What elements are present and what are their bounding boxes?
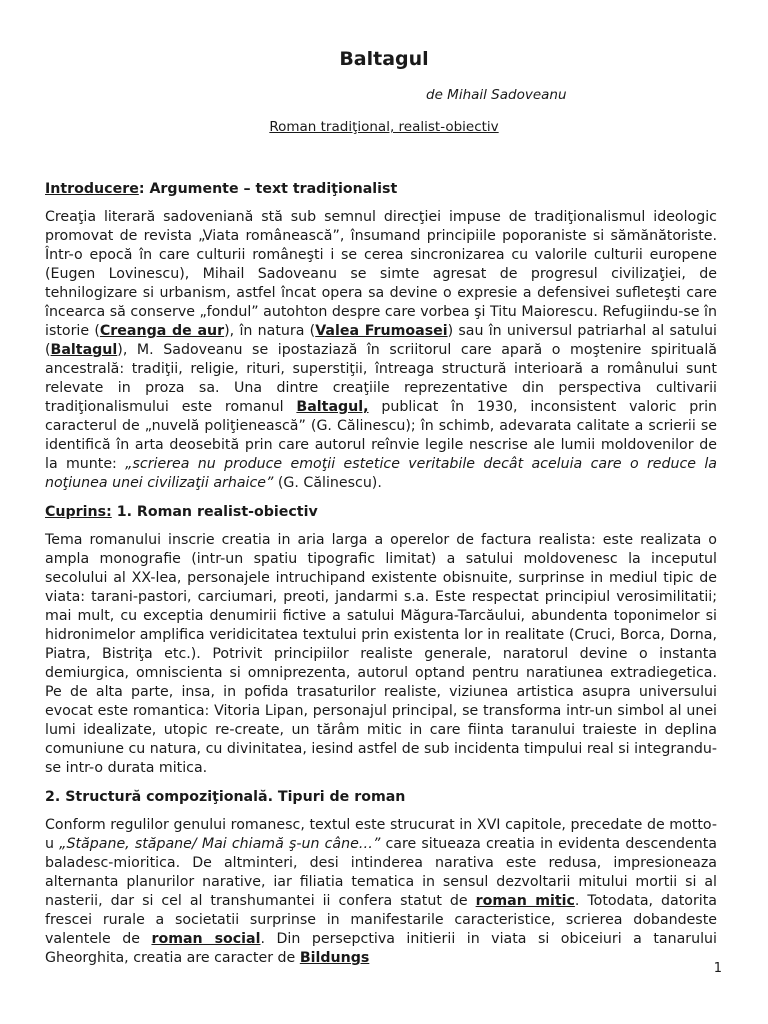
intro-separator: : [138, 181, 150, 197]
document-title: Baltagul [339, 48, 429, 70]
author-line: de Mihail Sadoveanu [426, 87, 567, 103]
keyword-baltagul-novel: Baltagul, [296, 399, 369, 415]
keyword-valea-frumoasei: Valea Frumoasei [315, 323, 448, 339]
keyword-bildungs: Bildungs [299, 950, 370, 966]
page-number: 1 [713, 961, 722, 976]
keyword-baltagul: Baltagul [50, 342, 118, 358]
calinescu-quote: „scrierea nu produce emoţii estetice veritabile decât aceluia care o reduce la noţiunea unei civilizaţii arhaice” [45, 456, 717, 491]
structure-text: . Din persepctiva initierii in viata si obiceiuri a tanarului Gheorghita, creatia are caracter de [45, 931, 717, 966]
intro-title: Argumente – text tradiţionalist [149, 181, 398, 197]
structure-text: care situeaza creatia in evidenta descendenta baladesc-mioritica. De altminteri, desi intinderea narativa este redusa, impresioneaza alternanta planurilor narative, iar filiatia tematica in sensul dezvoltarii mitului mortii si al nasterii, dar si cel al transhumantei ii confera statut de [45, 836, 717, 909]
intro-label: Introducere [45, 181, 139, 197]
realism-paragraph: Tema romanului inscrie creatia in aria larga a operelor de factura realista: este realizata o ampla monografie (intr-un spatiu tipografic limitat) a satului moldovenesc la inceputul secolului al XX-lea, personajele intruchipand existente obisnuite, surprinse in mediul tipic de viata: tarani-pastori, carciumari, preoti, jandarmi s.a. Este respectat principiul verosimilitatii; mai mult, cu exceptia denumirii fictive a satului Măgura-Tarcăului, abundenta toponimelor si hidronimelor amplifica veridicitatea textului prin existenta lor in realitate (Cruci, Borca, Dorna, Piatra, Bistriţa etc.). Potrivit principiilor realiste generale, naratorul devine o instanta demiurgica, omniscienta si omniprezenta, autorul optand pentru naratiunea extradiegetica. Pe de alta parte, insa, in pofida trasaturilor realiste, viziunea artistica asupra universului evocat este romantica: Vitoria Lipan, personajul principal, se transforma intr-un simbol al unei lumi idealizate, utopic re-create, un tărâm mitic in care fiinta taranului traieste in deplina comuniune cu natura, cu divinitatea, iesind astfel de sub incidenta timpului real si integrandu-se intr-o durata mitica. [45, 532, 717, 776]
intro-text: Creaţia literară sadoveniană stă sub semnul direcţiei impuse de tradiţionalismul ideologic promovat de revista „Viata românească”, însumand principiile poporaniste si sămănătoriste. Într-o epocă în care culturii româneşti i se cerea sincronizarea cu valorile culturii europene (Eugen Lovinescu), Mihail Sadoveanu se simte agresat de progresul civilizaţiei, de tehnilogizare si urbanism, astfel încat opera sa devine o expresie a defensivei sufleteşti care încearca să conserve „fondul” autohton despre care vorbea şi Titu Maiorescu. Refugiindu-se în istorie ( [45, 209, 717, 339]
structure-text: . Totodata, datorita frescei rurale a societatii surprinse in manifestarile caracteristice, scrierea dobandeste valentele de [45, 893, 717, 947]
intro-paragraph [45, 208, 717, 493]
intro-text: ) sau în universul patriarhal al satului ( [45, 323, 717, 358]
quote-citation: (G. Călinescu). [273, 475, 382, 491]
structure-paragraph [45, 816, 717, 968]
structure-text: Conform regulilor genului romanesc, textul este strucurat in XVI capitole, precedate de motto-u [45, 817, 717, 852]
motto-quote: „Stăpane, stăpane/ Mai chiamă ş-un câne…” [59, 836, 381, 852]
keyword-roman-social: roman social [151, 931, 261, 947]
content-title: 1. Roman realist-obiectiv [116, 504, 318, 520]
intro-text: ), în natura ( [224, 323, 316, 339]
document-subtitle: Roman tradiţional, realist-obiectiv [269, 119, 499, 135]
content-heading [45, 503, 717, 522]
intro-text: ), M. Sadoveanu se ipostaziază în scriitorul care apară o moştenire spirituală ancestrală: tradiţii, religie, rituri, superstiţii, întreaga structură interioară a românului sunt relevate in proza sa. Una dintre creaţiile reprezentative din perspectiva cultivarii tradiţionalismului este romanul [45, 342, 717, 415]
intro-heading [45, 180, 717, 199]
structure-heading: 2. Structură compoziţională. Tipuri de roman [45, 789, 406, 805]
document-body [45, 180, 717, 978]
content-label: Cuprins: [45, 504, 112, 520]
keyword-roman-mitic: roman mitic [475, 893, 575, 909]
intro-text: publicat în 1930, inconsistent valoric prin caracterul de „nuvelă poliţienească” (G. Călinescu); în schimb, adevarata calitate a scrierii se identifică în arta deosebită prin care autorul reînvie legile nescrise ale lumii moldovenilor de la munte: [45, 399, 718, 472]
keyword-creanga-de-aur: Creanga de aur [99, 323, 225, 339]
